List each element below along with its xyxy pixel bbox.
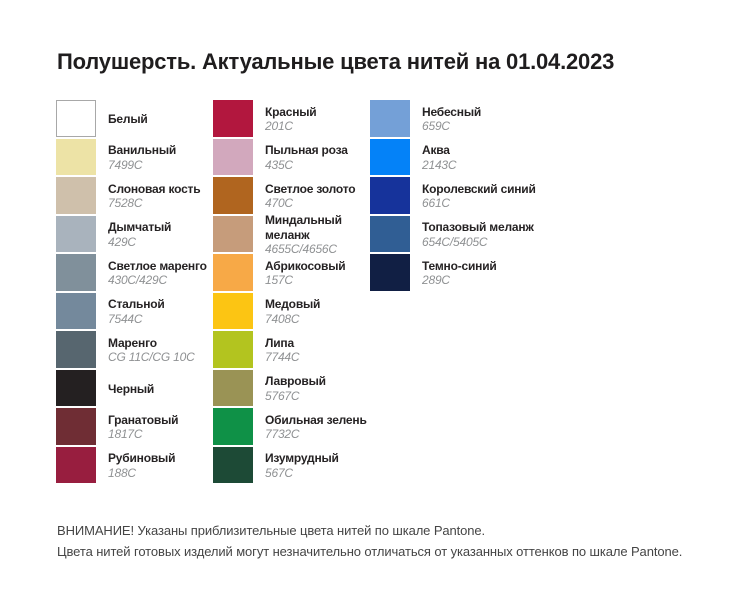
color-swatch <box>56 139 96 176</box>
color-label <box>108 447 175 486</box>
color-code: 429C <box>108 234 136 249</box>
color-name: Небесный <box>422 104 482 119</box>
color-swatch <box>56 216 96 253</box>
color-swatch <box>213 139 253 176</box>
color-label <box>265 293 320 332</box>
color-code: 470C <box>265 196 293 211</box>
color-swatch <box>213 408 253 445</box>
color-row <box>56 139 213 178</box>
color-swatch <box>370 100 410 137</box>
color-row <box>370 254 527 293</box>
color-name: Слоновая кость <box>108 181 201 196</box>
color-label <box>422 100 481 139</box>
color-row <box>213 447 370 486</box>
color-code: 659C <box>422 119 450 134</box>
color-name: Лавровый <box>265 374 326 389</box>
color-label <box>108 139 176 178</box>
color-code: 7528C <box>108 196 143 211</box>
color-code: 188C <box>108 465 136 480</box>
color-code: 157C <box>265 273 293 288</box>
color-label <box>265 213 351 256</box>
color-code: 435C <box>265 157 293 172</box>
color-label <box>108 408 178 447</box>
color-code: 5767C <box>265 388 300 403</box>
color-row <box>56 177 213 216</box>
color-name: Ванильный <box>108 143 177 158</box>
color-board <box>56 100 536 485</box>
color-swatch <box>213 177 253 214</box>
color-name: Абрикосовый <box>265 258 346 273</box>
color-name: Красный <box>265 104 317 119</box>
color-row <box>213 100 370 139</box>
color-row <box>370 177 536 216</box>
color-row <box>56 216 213 255</box>
color-swatch <box>56 370 96 407</box>
color-label <box>108 293 165 332</box>
color-code: 567C <box>265 465 293 480</box>
color-code: 1817C <box>108 427 143 442</box>
color-row <box>56 331 213 370</box>
color-code: 7408C <box>265 311 300 326</box>
color-label <box>422 254 497 293</box>
color-label <box>265 408 367 447</box>
color-name: Обильная зелень <box>265 412 367 427</box>
footer-note <box>57 520 682 562</box>
color-swatch <box>213 447 253 484</box>
color-code: 7732C <box>265 427 300 442</box>
footer-note-line1: ВНИМАНИЕ! Указаны приблизительные цвета нитей по шкале Pantone. <box>57 523 486 538</box>
color-swatch <box>56 100 96 137</box>
color-code: 2143C <box>422 157 457 172</box>
color-name: Липа <box>265 335 294 350</box>
color-swatch <box>213 100 253 137</box>
color-name: Темно-синий <box>422 258 497 273</box>
color-row <box>370 100 527 139</box>
color-code: 430C/429C <box>108 273 167 288</box>
color-name: Гранатовый <box>108 412 179 427</box>
color-code: 7744C <box>265 350 300 365</box>
color-row <box>213 370 370 409</box>
color-code: 7544C <box>108 311 143 326</box>
color-name: Топазовый меланж <box>422 220 534 235</box>
color-name: Рубиновый <box>108 451 176 466</box>
color-swatch <box>56 408 96 445</box>
color-label <box>422 139 456 178</box>
color-code: 4655C/4656C <box>265 242 337 256</box>
color-swatch <box>213 370 253 407</box>
color-name: Стальной <box>108 297 165 312</box>
color-swatch <box>56 254 96 291</box>
swatch-column-3 <box>370 100 536 485</box>
color-label <box>108 254 207 293</box>
color-name: Миндальный меланж <box>265 213 342 242</box>
color-swatch <box>213 254 253 291</box>
color-label <box>265 100 316 139</box>
color-row <box>213 254 370 293</box>
color-code: 654C/5405C <box>422 234 488 249</box>
color-row <box>56 100 213 139</box>
color-name: Медовый <box>265 297 321 312</box>
color-name: Светлое золото <box>265 181 356 196</box>
color-name: Королевский синий <box>422 181 536 196</box>
color-code: 661C <box>422 196 450 211</box>
color-name: Белый <box>108 112 148 126</box>
color-label <box>108 370 154 409</box>
color-label <box>265 370 326 409</box>
color-name: Аква <box>422 143 450 158</box>
color-row <box>56 370 213 409</box>
color-label <box>265 331 299 370</box>
color-label <box>265 447 339 486</box>
color-label <box>108 100 148 139</box>
color-name: Светлое маренго <box>108 258 207 273</box>
color-swatch <box>56 447 96 484</box>
color-swatch <box>213 331 253 368</box>
color-row <box>213 139 370 178</box>
color-label <box>108 216 171 255</box>
color-swatch <box>370 177 410 214</box>
color-name: Черный <box>108 381 155 396</box>
color-name: Маренго <box>108 335 157 350</box>
swatch-column-1 <box>56 100 213 485</box>
color-label <box>422 177 536 216</box>
color-row <box>213 408 370 447</box>
color-swatch <box>370 139 410 176</box>
color-row <box>56 254 213 293</box>
color-row <box>370 139 527 178</box>
page-title: Полушерсть. Актуальные цвета нитей на 01.04.2023 <box>57 49 615 74</box>
color-swatch <box>370 216 410 253</box>
color-row <box>56 408 213 447</box>
color-code: 201C <box>265 119 293 134</box>
footer-note-line2: Цвета нитей готовых изделий могут незначительно отличаться от указанных оттенков по шкале Pantone. <box>57 544 683 559</box>
color-name: Изумрудный <box>265 451 339 466</box>
color-label <box>422 216 534 255</box>
color-code: 7499C <box>108 157 143 172</box>
color-swatch <box>56 293 96 330</box>
color-label <box>265 139 348 178</box>
color-name: Пыльная роза <box>265 143 348 158</box>
color-label <box>265 254 345 293</box>
color-swatch <box>56 177 96 214</box>
color-code: 289C <box>422 273 450 288</box>
color-label <box>108 331 195 370</box>
color-row <box>56 293 213 332</box>
color-row <box>56 447 213 486</box>
color-label <box>265 177 355 216</box>
color-label <box>108 177 200 216</box>
color-row <box>213 293 370 332</box>
color-name: Дымчатый <box>108 220 172 235</box>
color-swatch <box>56 331 96 368</box>
color-row <box>213 331 370 370</box>
color-swatch <box>213 216 253 253</box>
color-row <box>370 216 534 255</box>
color-code: CG 11C/CG 10C <box>108 350 195 365</box>
swatch-column-2 <box>213 100 370 485</box>
color-swatch <box>370 254 410 291</box>
color-row <box>213 177 370 216</box>
color-swatch <box>213 293 253 330</box>
color-row <box>213 213 370 256</box>
